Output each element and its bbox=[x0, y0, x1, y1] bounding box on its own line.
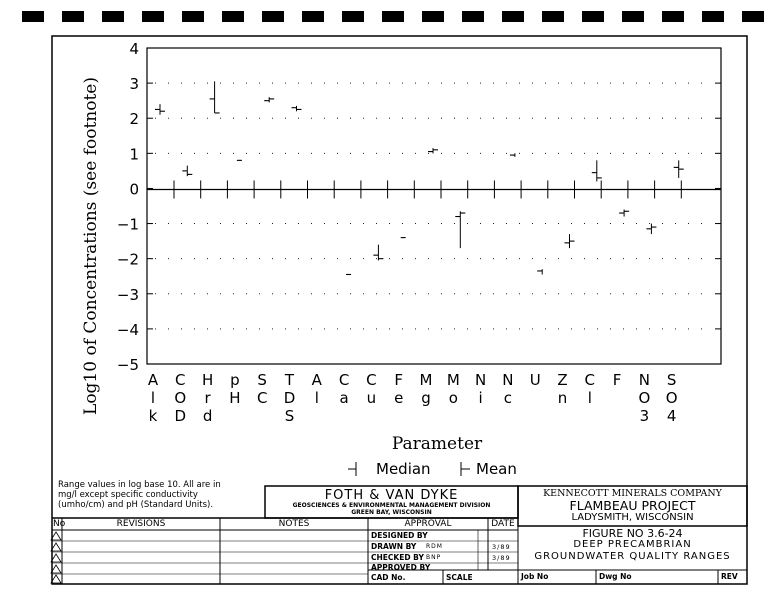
client-name: KENNECOTT MINERALS COMPANY bbox=[543, 488, 722, 499]
x-tick-label: M bbox=[419, 371, 433, 389]
x-tick-label: O bbox=[638, 389, 651, 407]
x-tick-label: r bbox=[204, 389, 211, 407]
firm-division: GEOSCIENCES & ENVIRONMENTAL MANAGEMENT DIVISION bbox=[292, 502, 491, 509]
x-tick-label: N bbox=[502, 371, 514, 389]
x-tick-label: g bbox=[421, 389, 431, 407]
cad-no-label: CAD No. bbox=[371, 573, 406, 582]
x-tick-label: N bbox=[474, 371, 487, 389]
x-tick-label: l bbox=[314, 389, 319, 407]
x-tick-label: S bbox=[666, 371, 677, 389]
y-tick-label: 1 bbox=[129, 145, 139, 164]
x-tick-label: 4 bbox=[666, 407, 677, 425]
x-tick-label: Z bbox=[557, 371, 568, 389]
firm-name: FOTH & VAN DYKE bbox=[324, 488, 459, 503]
y-tick-label: −3 bbox=[116, 285, 139, 304]
legend bbox=[348, 460, 517, 478]
legend-mean-label: Mean bbox=[476, 460, 517, 478]
y-axis-label: Log10 of Concentrations (see footnote) bbox=[81, 77, 101, 415]
x-tick-label: F bbox=[394, 371, 404, 389]
figure-title-line-1: DEEP PRECAMBRIAN bbox=[573, 539, 692, 550]
checked-by-initials: BNP bbox=[426, 554, 442, 561]
x-tick-label: C bbox=[584, 371, 596, 389]
checked-by-label: CHECKED BY bbox=[371, 553, 424, 562]
x-axis-label: Parameter bbox=[391, 434, 483, 454]
x-tick-label: S bbox=[284, 407, 295, 425]
x-tick-label: k bbox=[148, 407, 158, 425]
y-tick-label: 4 bbox=[129, 40, 139, 58]
x-tick-label: A bbox=[311, 371, 322, 389]
x-tick-label: O bbox=[174, 389, 187, 407]
dwg-no-label: Dwg No bbox=[599, 572, 632, 581]
project-name: FLAMBEAU PROJECT bbox=[569, 498, 696, 513]
x-tick-label: o bbox=[448, 389, 458, 407]
x-tick-label: H bbox=[201, 371, 214, 389]
firm-location: GREEN BAY, WISCONSIN bbox=[351, 509, 432, 516]
legend-median-symbol bbox=[348, 462, 356, 476]
plot-frame bbox=[147, 48, 721, 364]
legend-median-label: Median bbox=[376, 460, 431, 478]
x-tick-label: S bbox=[257, 371, 267, 389]
y-tick-label: 0 bbox=[129, 180, 139, 199]
x-tick-label: C bbox=[175, 371, 186, 389]
x-tick-label: 3 bbox=[639, 407, 650, 425]
col-no-header: No bbox=[53, 519, 66, 529]
x-tick-label: p bbox=[230, 371, 240, 389]
x-tick-label: O bbox=[665, 389, 678, 407]
x-tick-label: l bbox=[587, 389, 592, 407]
x-tick-label: F bbox=[612, 371, 622, 389]
x-tick-label: H bbox=[229, 389, 241, 407]
footnote-line-3: (umho/cm) and pH (Standard Units). bbox=[58, 500, 214, 510]
figure-number: FIGURE NO 3.6-24 bbox=[582, 527, 683, 540]
x-tick-label: U bbox=[529, 371, 541, 389]
x-tick-label: M bbox=[446, 371, 460, 389]
designed-by-label: DESIGNED BY bbox=[371, 531, 428, 540]
col-revisions-header: REVISIONS bbox=[116, 519, 166, 529]
x-tick-label: N bbox=[638, 371, 651, 389]
drawn-by-initials: RDM bbox=[426, 543, 443, 550]
x-tick-label: c bbox=[503, 389, 513, 407]
y-tick-label: 2 bbox=[129, 110, 139, 129]
legend-mean-symbol bbox=[461, 462, 470, 476]
x-tick-label: T bbox=[284, 371, 295, 389]
col-date-header: DATE bbox=[491, 519, 515, 529]
y-tick-label: −5 bbox=[116, 356, 139, 374]
x-tick-label: u bbox=[366, 389, 377, 407]
y-tick-label: −2 bbox=[116, 250, 139, 269]
project-location: LADYSMITH, WISCONSIN bbox=[571, 512, 694, 523]
x-tick-label: C bbox=[366, 371, 377, 389]
x-tick-label: C bbox=[256, 389, 268, 407]
x-tick-label: i bbox=[478, 389, 483, 407]
x-tick-label: a bbox=[339, 389, 349, 407]
figure-title-line-2: GROUNDWATER QUALITY RANGES bbox=[534, 551, 731, 562]
drawn-date: 3/89 bbox=[492, 543, 511, 551]
x-tick-label: A bbox=[147, 371, 159, 389]
scale-label: SCALE bbox=[446, 573, 473, 582]
x-tick-label: e bbox=[394, 389, 404, 407]
x-tick-label: n bbox=[557, 389, 568, 407]
footnote-line-1: Range values in log base 10. All are in bbox=[58, 480, 221, 490]
job-no-label: Job No bbox=[521, 572, 549, 581]
approved-by-label: APPROVED BY bbox=[371, 563, 431, 572]
col-notes-header: NOTES bbox=[278, 519, 310, 529]
x-tick-label: d bbox=[202, 407, 213, 425]
y-tick-label: −4 bbox=[116, 320, 139, 339]
y-tick-label: −1 bbox=[116, 215, 139, 234]
x-tick-label: D bbox=[174, 407, 187, 425]
y-tick-label: 3 bbox=[129, 75, 139, 94]
drawn-by-label: DRAWN BY bbox=[371, 542, 417, 551]
footnote-line-2: mg/l except specific conductivity bbox=[58, 490, 198, 500]
x-tick-label: C bbox=[338, 371, 350, 389]
checked-date: 3/89 bbox=[492, 554, 511, 562]
col-approval-header: APPROVAL bbox=[404, 519, 452, 529]
x-tick-label: D bbox=[283, 389, 296, 407]
rev-label: REV bbox=[721, 572, 738, 581]
x-tick-label: l bbox=[150, 389, 156, 407]
